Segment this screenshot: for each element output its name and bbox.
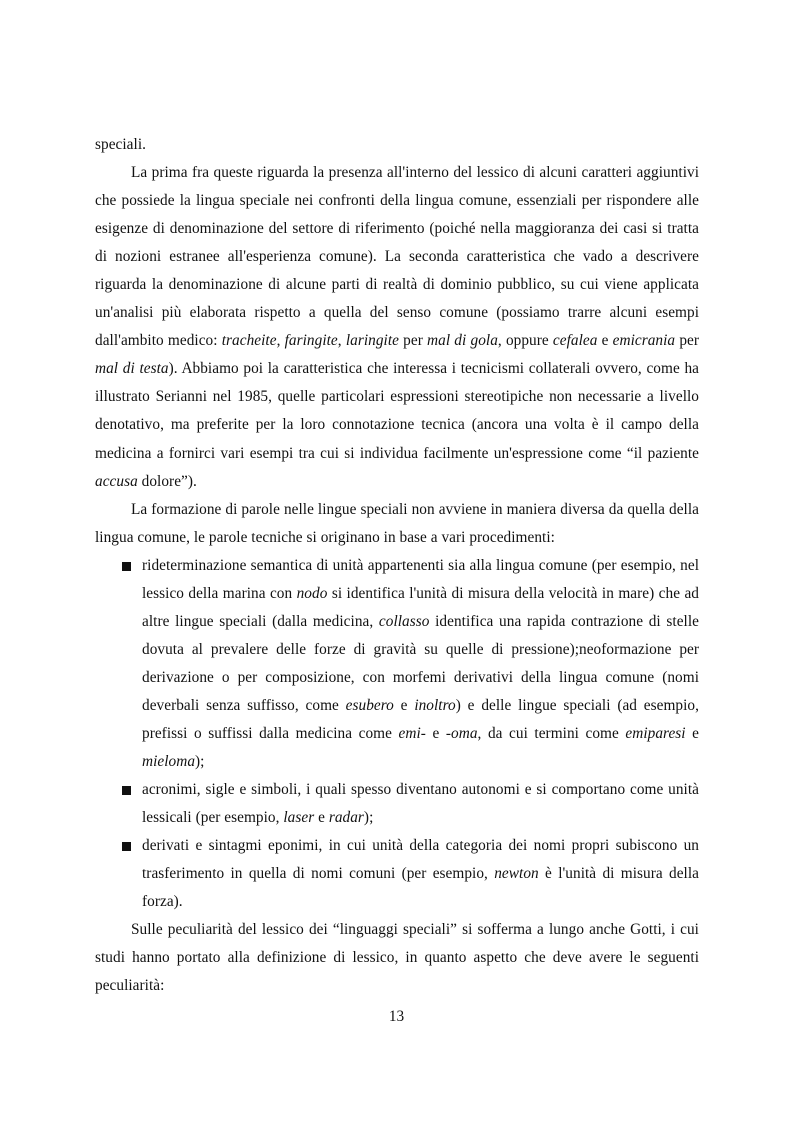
term-oma: -oma [445, 724, 478, 742]
term-laringite: laringite [345, 332, 399, 350]
list-item: derivati e sintagmi eponimi, in cui unità della categoria dei nomi propri subiscono un trasferimento in quella di nomi comuni (per esempio, newton è l'unità di misura della forza). [95, 832, 699, 916]
term-mal-di-testa: mal di testa [95, 360, 169, 378]
term-faringite: faringite [284, 332, 338, 350]
square-bullet-icon [122, 562, 131, 571]
term-radar: radar [328, 809, 364, 827]
term-collasso: collasso [378, 612, 430, 630]
term-cefalea: cefalea [552, 332, 598, 350]
term-accusa: accusa [95, 472, 138, 490]
paragraph-intro [95, 131, 699, 159]
square-bullet-icon [122, 842, 131, 851]
term-laser: laser [283, 809, 315, 827]
term-emiparesi: emiparesi [625, 724, 686, 742]
list-item: acronimi, sigle e simboli, i quali spesso diventano autonomi e si comportano come unità lessicali (per esempio, laser e radar); [95, 776, 699, 832]
square-bullet-icon [122, 786, 131, 795]
term-mal-di-gola: mal di gola [427, 332, 498, 350]
term-nodo: nodo [296, 584, 328, 602]
term-esubero: esubero [345, 696, 394, 714]
term-inoltro: inoltro [414, 696, 456, 714]
term-newton: newton [494, 865, 539, 883]
term-mieloma: mieloma [142, 753, 196, 771]
page-number: 13 [388, 1008, 405, 1025]
term-emicrania: emicrania [612, 332, 676, 350]
paragraph-intro-text: speciali. [95, 136, 146, 153]
page-body [95, 131, 699, 1000]
paragraph-gotti: Sulle peculiarità del lessico dei “linguaggi speciali” si sofferma a lungo anche Gotti, i cui studi hanno portato alla definizione di lessico, in quanto aspetto che deve avere le seguenti peculiarità: [95, 921, 699, 995]
paragraph-word-formation: La formazione di parole nelle lingue speciali non avviene in maniera diversa da quella della lingua comune, le parole tecniche si originano in base a vari procedimenti: [95, 500, 699, 546]
term-tracheite: tracheite [221, 332, 277, 350]
term-emi: emi- [398, 724, 426, 742]
list-item: rideterminazione semantica di unità appartenenti sia alla lingua comune (per esempio, nel lessico della marina con nodo si identifica l'unità di misura della velocità in mare) che ad altre lingue speciali (dalla medicina, collasso identifica una rapida contrazione di stelle dovuta al prevalere delle forze di gravità su quelle di pressione);neoformazione per derivazione o per composizione, con morfemi derivativi della lingua comune (nomi deverbali senza suffisso, come esubero e inoltro) e delle lingue speciali (ad esempio, prefissi o suffissi dalla medicina come emi- e -oma, da cui termini come emiparesi e mieloma); [95, 552, 699, 776]
paragraph-characteristics: La prima fra queste riguarda la presenza all'interno del lessico di alcuni caratteri aggiuntivi che possiede la lingua speciale nei confronti della lingua comune, essenziali per rispondere alle esigenze di denominazione del settore di riferimento (poiché nella maggioranza dei casi si tratta di nozioni estranee all'esperienza comune). La seconda caratteristica che vado a descrivere riguarda la denominazione di alcune parti di realtà di dominio pubblico, su cui viene applicata un'analisi più elaborata rispetto a quella del senso comune (possiamo trarre alcuni esempi dall'ambito medico: tracheite, faringite, laringite per mal di gola, oppure cefalea e emicrania per mal di testa). Abbiamo poi la caratteristica che interessa i tecnicismi collaterali ovvero, come ha illustrato Serianni nel 1985, quelle particolari espressioni stereotipiche non necessarie a livello denotativo, ma preferite per la loro connotazione tecnica (ancora una volta è il campo della medicina a fornirci vari esempi tra cui si individua facilmente un'espressione come “il paziente accusa dolore”). [95, 164, 700, 490]
bullet-list [95, 552, 699, 917]
